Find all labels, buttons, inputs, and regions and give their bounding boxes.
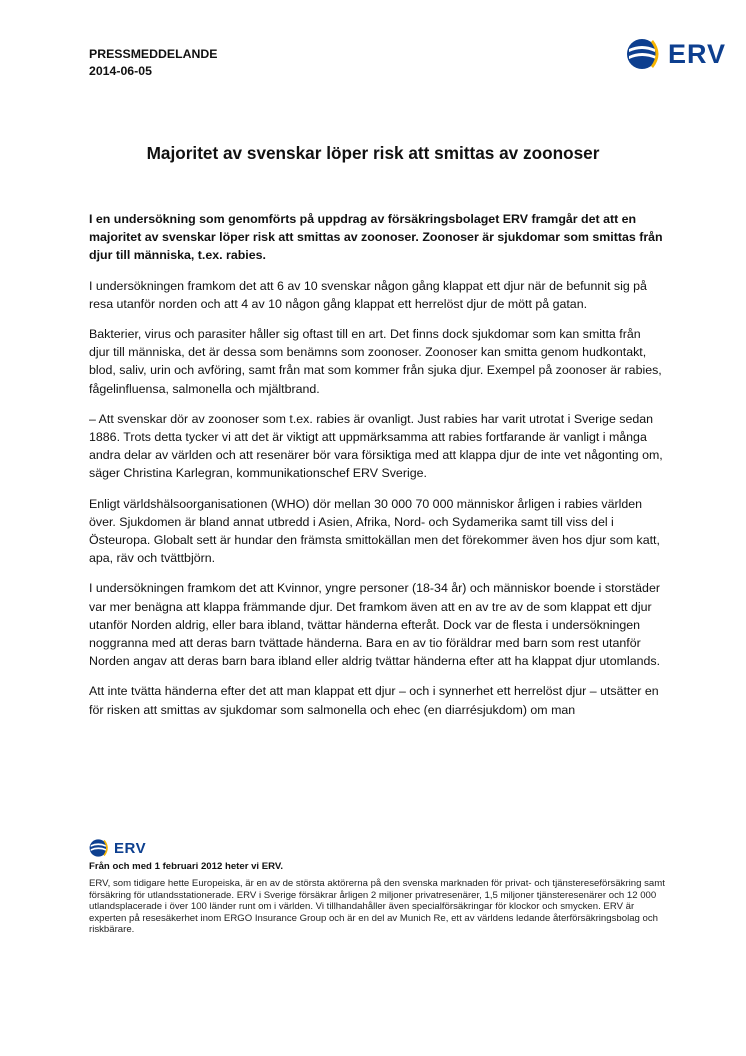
document-header [89,46,217,80]
erv-logo [626,36,738,72]
document-date: 2014-06-05 [89,64,152,78]
paragraph: I undersökningen framkom det att 6 av 10 svenskar någon gång klappat ett djur när de befunnit sig på resa utanför norden och att 4 av 10 någon gång klappat ett herrelöst djur de mött på gatan. [89,278,647,311]
article-body [89,210,664,731]
paragraph: Enligt världshälsoorganisationen (WHO) dör mellan 30 000 70 000 människor årligen i rabies världen över. Sjukdomen är bland annat utbredd i Asien, Afrika, Nord- och Sydamerika samt till viss del i Östeuropa. Globalt sett är hundar den främsta smittokällan men det förekommer även hos djur som katt, apa, räv och tvättbjörn. [89,496,660,566]
erv-logo-text: ERV [668,38,727,69]
footer-logo [89,836,669,860]
paragraph: Att inte tvätta händerna efter det att man klappat ett djur – och i synnerhet ett herrelöst djur – utsätter en för risken att smittas av sjukdomar som salmonella och ehec (en diarrésjukdom) om man [89,684,659,717]
footer-text: ERV, som tidigare hette Europeiska, är en av de största aktörerna på den svenska marknaden för privat- och tjänstereseförsäkring samt försäkring för utlandsstationerade. ERV i Sverige försäkrar årligen 2 miljoner privatresenärer, 1,5 miljoner tjänsteresenärer och 12 000 utlandsplacerade i över 100 länder runt om i världen. Vi tillhandahåller även specialförsäkringar för klockor och smycken. ERV är experten på resesäkerhet inom ERGO Insurance Group och är en del av Munich Re, ett av världens ledande återförsäkringsbolag och riskbärare. [89,878,665,936]
footer [89,836,669,936]
erv-logo-icon [89,838,111,858]
paragraph: – Att svenskar dör av zoonoser som t.ex. rabies är ovanligt. Just rabies har varit utrotat i Sverige sedan 1886. Trots detta tycker vi att det är viktigt att uppmärksamma att rabies fortfarande är vanligt i många andra delar av världen och att resenärer bör vara försiktiga med att klappa djur de inte vet någonting om, säger Christina Karlegran, kommunikationschef ERV Sverige. [89,411,663,481]
footer-logo-text: ERV [114,839,147,857]
erv-logo-icon [626,37,664,71]
paragraph: I undersökningen framkom det att Kvinnor, yngre personer (18-34 år) och människor boende i storstäder var mer benägna att klappa främmande djur. Det framkom även att en av tre av de som klappat ett djur utanför Norden aldrig, eller bara ibland, tvättar händerna efteråt. Dock var de flesta i undersökningen noggranna med att deras barn tvättade händerna. Bara en av tio föräldrar med barn som rest utanför Norden angav att deras barn bara ibland eller aldrig tvättar händerna efter att ha klappat djur utomlands. [89,581,661,669]
paragraph: Bakterier, virus och parasiter håller sig oftast till en art. Det finns dock sjukdomar som kan smitta från djur till människa, det är dessa som benämns som zoonoser. Zoonoser kan smitta genom hudkontakt, blod, saliv, urin och avföring, samt från mat som kommer från sjuka djur. Exempel på zoonoser är rabies, fågelinfluensa, salmonella och mjältbrand. [89,327,662,396]
document-type: PRESSMEDDELANDE [89,47,218,61]
footer-heading: Från och med 1 februari 2012 heter vi ERV. [89,861,284,872]
lead-paragraph: I en undersökning som genomförts på uppdrag av försäkringsbolaget ERV framgår det att en majoritet av svenskar löper risk att smittas av zoonoser. Zoonoser är sjukdomar som smittas från djur till människa, t.ex. rabies. [89,212,663,263]
page-title: Majoritet av svenskar löper risk att smittas av zoonoser [146,143,600,163]
